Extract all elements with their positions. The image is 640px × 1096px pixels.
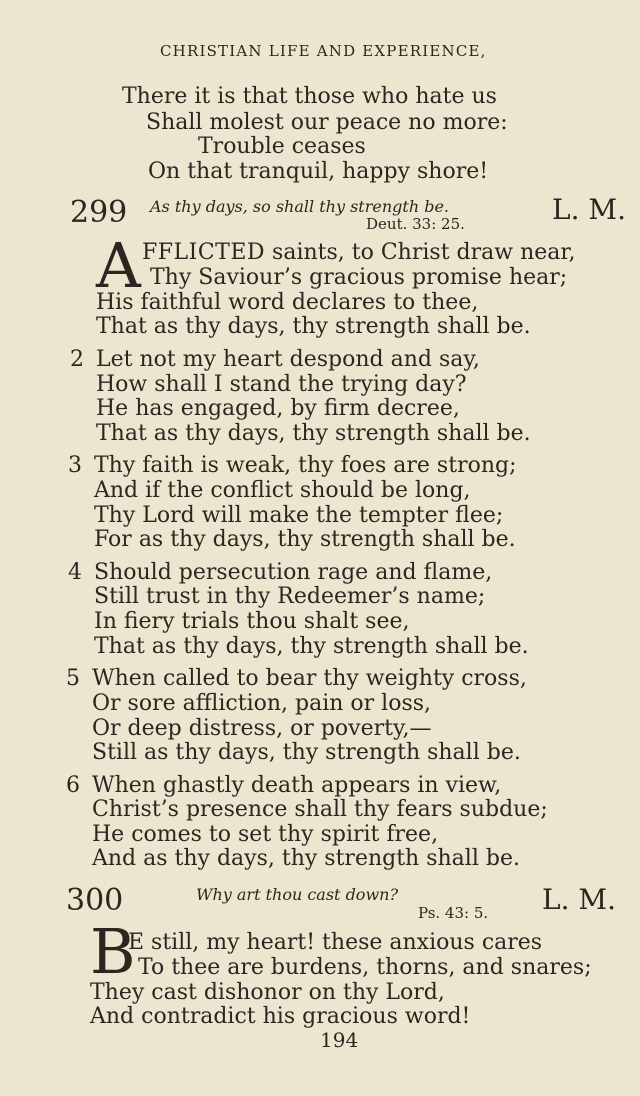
stanza-2-line-1: Let not my heart despond and say, bbox=[96, 347, 480, 372]
stanza-number-2: 2 bbox=[70, 347, 84, 372]
hymn-300-s1-line-4: And contradict his gracious word! bbox=[90, 1004, 471, 1029]
hymn-299-first-line bbox=[142, 240, 575, 266]
stanza-2-line-2: How shall I stand the trying day? bbox=[96, 372, 467, 397]
stanza-4-line-4: That as thy days, thy strength shall be. bbox=[94, 634, 529, 659]
hymn-299-s1-line-2: Thy Saviour’s gracious promise hear; bbox=[150, 265, 568, 290]
stanza-number-3: 3 bbox=[68, 453, 82, 478]
stanza-5-line-4: Still as thy days, thy strength shall be. bbox=[92, 740, 521, 765]
stanza-2-line-3: He has engaged, by firm decree, bbox=[96, 396, 460, 421]
hymn-299-motto: As thy days, so shall thy strength be. bbox=[150, 197, 449, 216]
stanza-number-6: 6 bbox=[66, 773, 80, 798]
hymn-300-dropcap: B bbox=[90, 915, 136, 988]
hymn-300-meter: L. M. bbox=[542, 883, 616, 916]
stanza-4-line-1: Should persecution rage and flame, bbox=[94, 560, 493, 585]
stanza-3-line-4: For as thy days, thy strength shall be. bbox=[94, 527, 516, 552]
stanza-5-line-2: Or sore affliction, pain or loss, bbox=[92, 691, 432, 716]
prev-line-3: Trouble ceases bbox=[198, 134, 366, 159]
hymn-299-meter: L. M. bbox=[552, 193, 626, 226]
stanza-3-line-2: And if the conflict should be long, bbox=[94, 478, 471, 503]
hymn-300-s1-line-3: They cast dishonor on thy Lord, bbox=[90, 980, 445, 1005]
stanza-6-line-1: When ghastly death appears in view, bbox=[92, 773, 502, 798]
prev-line-1: There it is that those who hate us bbox=[122, 84, 497, 109]
stanza-4-line-2: Still trust in thy Redeemer’s name; bbox=[94, 584, 486, 609]
hymn-300-s1-line-2: To thee are burdens, thorns, and snares; bbox=[138, 955, 592, 980]
hymn-300-motto: Why art thou cast down? bbox=[196, 885, 399, 904]
hymn-299-dropcap: A bbox=[96, 229, 141, 302]
prev-line-4: On that tranquil, happy shore! bbox=[148, 159, 489, 184]
hymn-299-first-word: FFLICTED bbox=[142, 240, 266, 265]
stanza-6-line-3: He comes to set thy spirit free, bbox=[92, 822, 439, 847]
running-header: CHRISTIAN LIFE AND EXPERIENCE, bbox=[160, 42, 487, 60]
hymn-299-s1-line-4: That as thy days, thy strength shall be. bbox=[96, 314, 531, 339]
hymn-300-reference: Ps. 43: 5. bbox=[418, 904, 489, 922]
stanza-5-line-3: Or deep distress, or poverty,— bbox=[92, 716, 432, 741]
hymn-299-s1-line-3: His faithful word declares to thee, bbox=[96, 290, 479, 315]
prev-line-2: Shall molest our peace no more: bbox=[146, 110, 508, 135]
page-number: 194 bbox=[320, 1028, 359, 1052]
stanza-number-4: 4 bbox=[68, 560, 82, 585]
hymn-300-number: 300 bbox=[66, 883, 124, 918]
hymn-299-first-line-rest: saints, to Christ draw near, bbox=[265, 240, 576, 265]
stanza-6-line-4: And as thy days, thy strength shall be. bbox=[92, 846, 520, 871]
stanza-2-line-4: That as thy days, thy strength shall be. bbox=[96, 421, 531, 446]
stanza-5-line-1: When called to bear thy weighty cross, bbox=[92, 666, 527, 691]
hymn-299-reference: Deut. 33: 25. bbox=[366, 215, 465, 233]
stanza-number-5: 5 bbox=[66, 666, 80, 691]
hymn-299-number: 299 bbox=[70, 195, 128, 230]
hymn-300-first-line: E still, my heart! these anxious cares bbox=[128, 930, 543, 955]
stanza-4-line-3: In fiery trials thou shalt see, bbox=[94, 609, 410, 634]
stanza-3-line-1: Thy faith is weak, thy foes are strong; bbox=[94, 453, 517, 478]
stanza-3-line-3: Thy Lord will make the tempter flee; bbox=[94, 503, 504, 528]
stanza-6-line-2: Christ’s presence shall thy fears subdue; bbox=[92, 797, 548, 822]
